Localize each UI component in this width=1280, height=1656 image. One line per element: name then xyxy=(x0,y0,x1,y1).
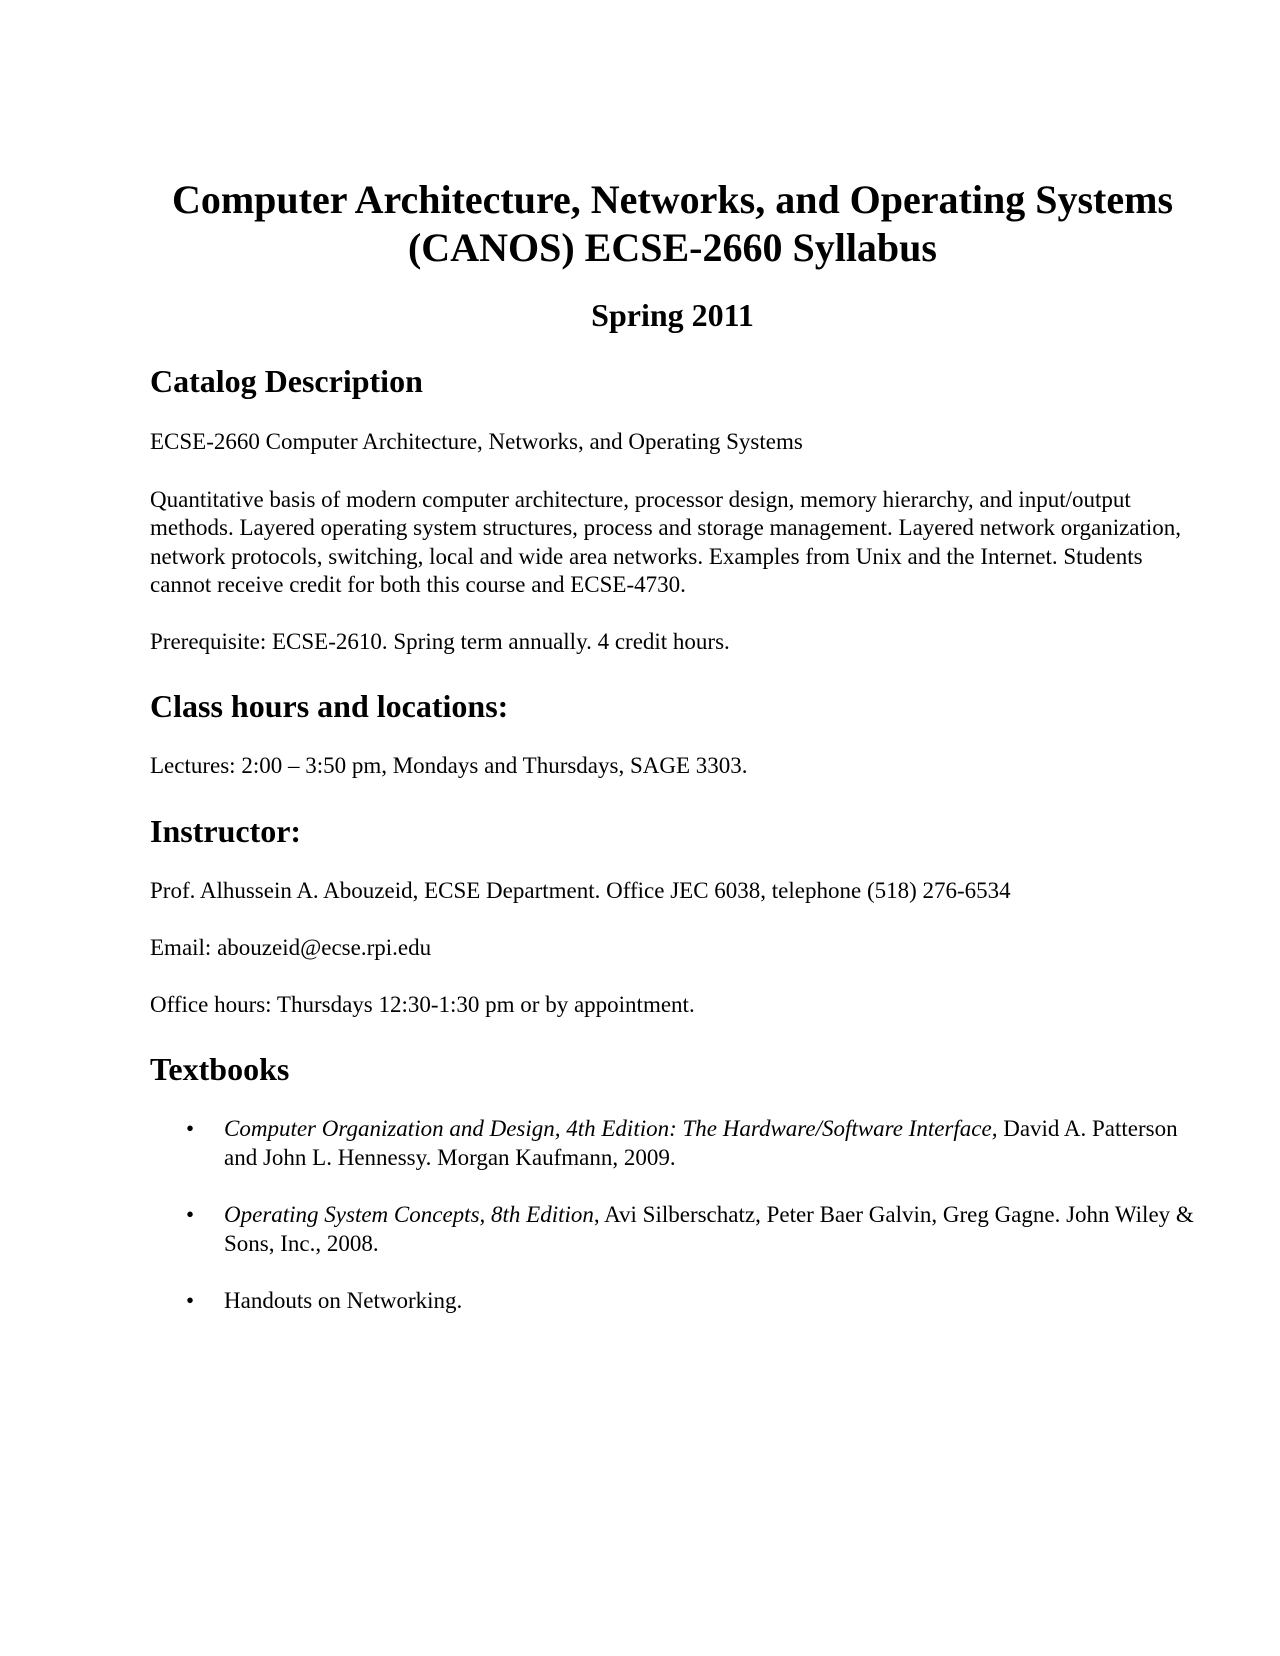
title-line-1: Computer Architecture, Networks, and Operating Systems xyxy=(171,177,1174,222)
class-hours-heading: Class hours and locations: xyxy=(150,688,509,724)
catalog-course-line: ECSE-2660 Computer Architecture, Networks, and Operating Systems xyxy=(150,429,803,454)
catalog-description: Quantitative basis of modern computer architecture, processor design, memory hierarchy, and input/output methods. Layered operating system structures, process and storage management. Layered network organization, network protocols, switching, local and wide area networks. Examples from Unix and the Internet. Students cannot receive credit for both this course and ECSE-4730. xyxy=(150,486,1182,597)
bullet-icon: • xyxy=(186,1116,195,1141)
textbook-item xyxy=(150,1287,1195,1316)
textbooks-heading: Textbooks xyxy=(150,1051,290,1087)
textbook-title: Operating System Concepts, 8th Edition xyxy=(224,1202,594,1227)
catalog-heading: Catalog Description xyxy=(150,363,423,399)
instructor-info: Prof. Alhussein A. Abouzeid, ECSE Department. Office JEC 6038, telephone (518) 276-6534 xyxy=(150,877,1011,903)
document-title xyxy=(150,176,1195,272)
instructor-office-hours: Office hours: Thursdays 12:30-1:30 pm or by appointment. xyxy=(150,991,695,1017)
syllabus-page xyxy=(150,176,1195,1345)
term-subtitle: Spring 2011 xyxy=(591,297,754,333)
textbook-title: Computer Organization and Design, 4th Edition: The Hardware/Software Interface, xyxy=(224,1116,998,1141)
textbook-details: David A. Patterson and John L. Hennessy. Morgan Kaufmann, 2009. xyxy=(224,1116,1178,1170)
textbook-details: Handouts on Networking. xyxy=(224,1288,463,1313)
instructor-heading: Instructor: xyxy=(150,812,302,849)
title-line-2: (CANOS) ECSE-2660 Syllabus xyxy=(407,225,937,270)
lectures-line: Lectures: 2:00 – 3:50 pm, Mondays and Thursdays, SAGE 3303. xyxy=(150,753,748,778)
bullet-icon: • xyxy=(186,1288,195,1313)
bullet-icon: • xyxy=(186,1202,195,1227)
textbook-list xyxy=(150,1115,1195,1316)
catalog-prerequisite: Prerequisite: ECSE-2610. Spring term annually. 4 credit hours. xyxy=(150,628,730,654)
instructor-email: Email: abouzeid@ecse.rpi.edu xyxy=(150,935,432,960)
textbook-item xyxy=(150,1201,1195,1258)
textbook-details: , Avi Silberschatz, Peter Baer Galvin, Greg Gagne. John Wiley & Sons, Inc., 2008. xyxy=(224,1202,1194,1256)
textbook-item xyxy=(150,1115,1195,1172)
